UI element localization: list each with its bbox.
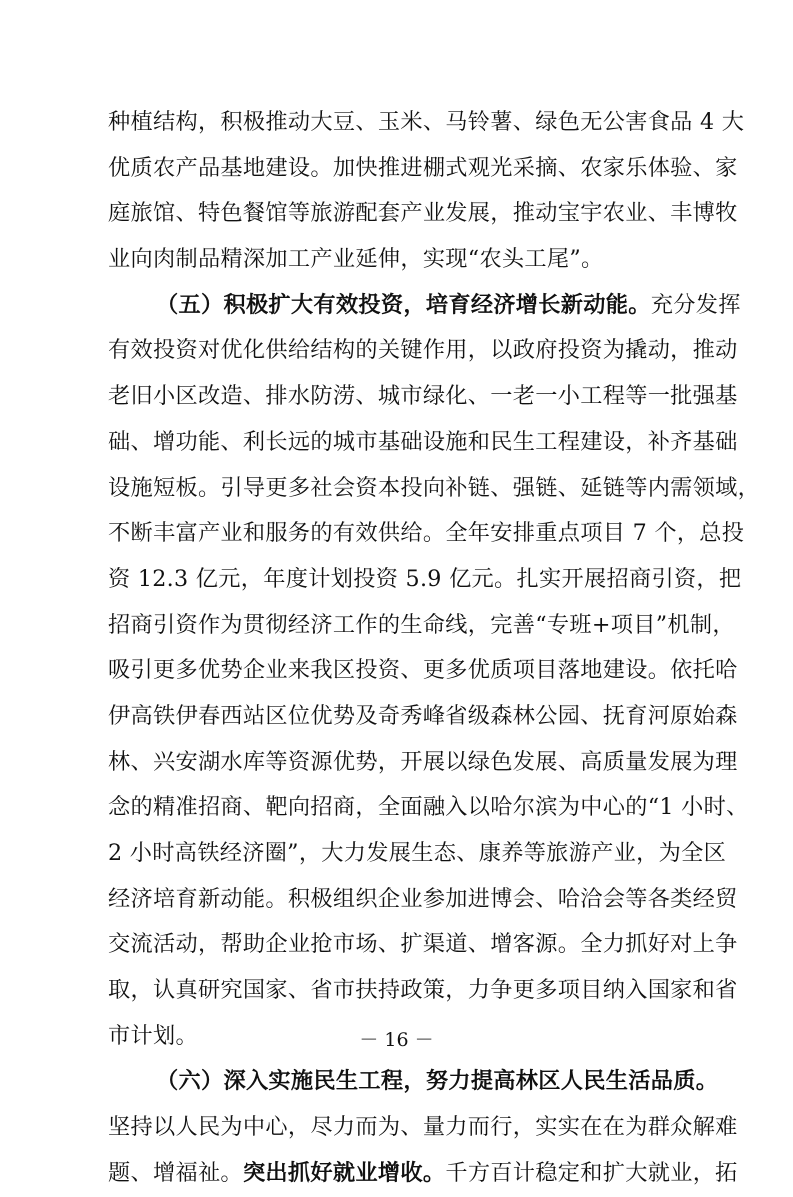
text-run: 庭旅馆、特色餐馆等旅游配套产业发展，推动宝宇农业、丰博牧	[108, 200, 738, 227]
text-line	[108, 785, 749, 831]
text-run: 经济培育新动能。积极组织企业参加进博会、哈洽会等各类经贸	[108, 885, 738, 912]
text-run: 不断丰富产业和服务的有效供给。全年安排重点项目 7 个，总投	[108, 520, 745, 547]
text-run: 念的精准招商、靶向招商，全面融入以哈尔滨为中心的“1 小时、	[108, 794, 749, 821]
text-line	[108, 831, 727, 877]
text-run: 2 小时高铁经济圈”，大力发展生态、康养等旅游产业，为全区	[108, 840, 727, 866]
text-line	[108, 922, 738, 968]
text-run: 业向肉制品精深加工产业延伸，实现“农头工尾”。	[108, 246, 604, 273]
text-line	[108, 466, 761, 512]
text-run: 种植结构，积极推动大豆、玉米、马铃薯、绿色无公害食品 4 大	[108, 109, 745, 135]
text-line	[108, 968, 738, 1014]
text-run: 础、增功能、利长远的城市基础设施和民生工程建设，补齐基础	[108, 428, 738, 455]
text-line	[108, 694, 738, 740]
text-line	[108, 191, 738, 237]
bold-text-run: 突出抓好就业增收。	[242, 1159, 446, 1186]
page-number: － 16 －	[359, 1029, 434, 1051]
text-line	[108, 1059, 719, 1105]
text-run: 优质农产品基地建设。加快推进棚式观光采摘、农家乐体验、家	[108, 154, 738, 181]
text-line	[108, 283, 741, 329]
text-run: 坚持以人民为中心，尽力而为、量力而行，实实在在为群众解难	[108, 1114, 738, 1141]
text-line	[108, 877, 738, 923]
text-run: 充分发挥	[650, 291, 741, 318]
text-run: 伊高铁伊春西站区位优势及奇秀峰省级森林公园、抚育河原始森	[108, 702, 738, 729]
text-line	[108, 328, 738, 374]
text-line	[108, 374, 738, 420]
text-line	[108, 237, 692, 283]
text-run: 市计划。	[108, 1022, 198, 1049]
text-run: 设施短板。引导更多社会资本投向补链、强链、延链等内需领域，	[108, 474, 761, 501]
text-run: 交流活动，帮助企业抢市场、扩渠道、增客源。全力抓好对上争	[108, 931, 738, 958]
text-run: 有效投资对优化供给结构的关键作用，以政府投资为撬动，推动	[108, 337, 738, 364]
text-line	[108, 100, 745, 146]
text-line	[108, 420, 738, 466]
text-run: 吸引更多优势企业来我区投资、更多优质项目落地建设。依托哈	[108, 657, 738, 684]
text-run: 取，认真研究国家、省市扶持政策，力争更多项目纳入国家和省	[108, 977, 738, 1004]
bold-text-run: （五）积极扩大有效投资，培育经济增长新动能。	[156, 291, 651, 318]
text-line	[108, 1105, 738, 1151]
text-run: 题、增福祉。	[108, 1159, 243, 1186]
text-line	[108, 146, 738, 192]
text-run: 招商引资作为贯彻经济工作的生命线，完善“专班+项目”机制，	[108, 611, 735, 638]
bold-text-run: （六）深入实施民生工程，努力提高林区人民生活品质。	[156, 1068, 719, 1095]
text-line	[108, 648, 738, 694]
text-run: 千方百计稳定和扩大就业，拓	[445, 1159, 738, 1186]
text-run: 林、兴安湖水库等资源优势，开展以绿色发展、高质量发展为理	[108, 748, 738, 775]
text-line	[108, 1151, 738, 1197]
text-line	[108, 740, 738, 786]
text-line	[108, 511, 745, 557]
text-run: 老旧小区改造、排水防涝、城市绿化、一老一小工程等一批强基	[108, 383, 738, 410]
text-line	[108, 557, 742, 603]
text-run: 资 12.3 亿元，年度计划投资 5.9 亿元。扎实开展招商引资，把	[108, 565, 742, 592]
text-line	[108, 603, 735, 649]
